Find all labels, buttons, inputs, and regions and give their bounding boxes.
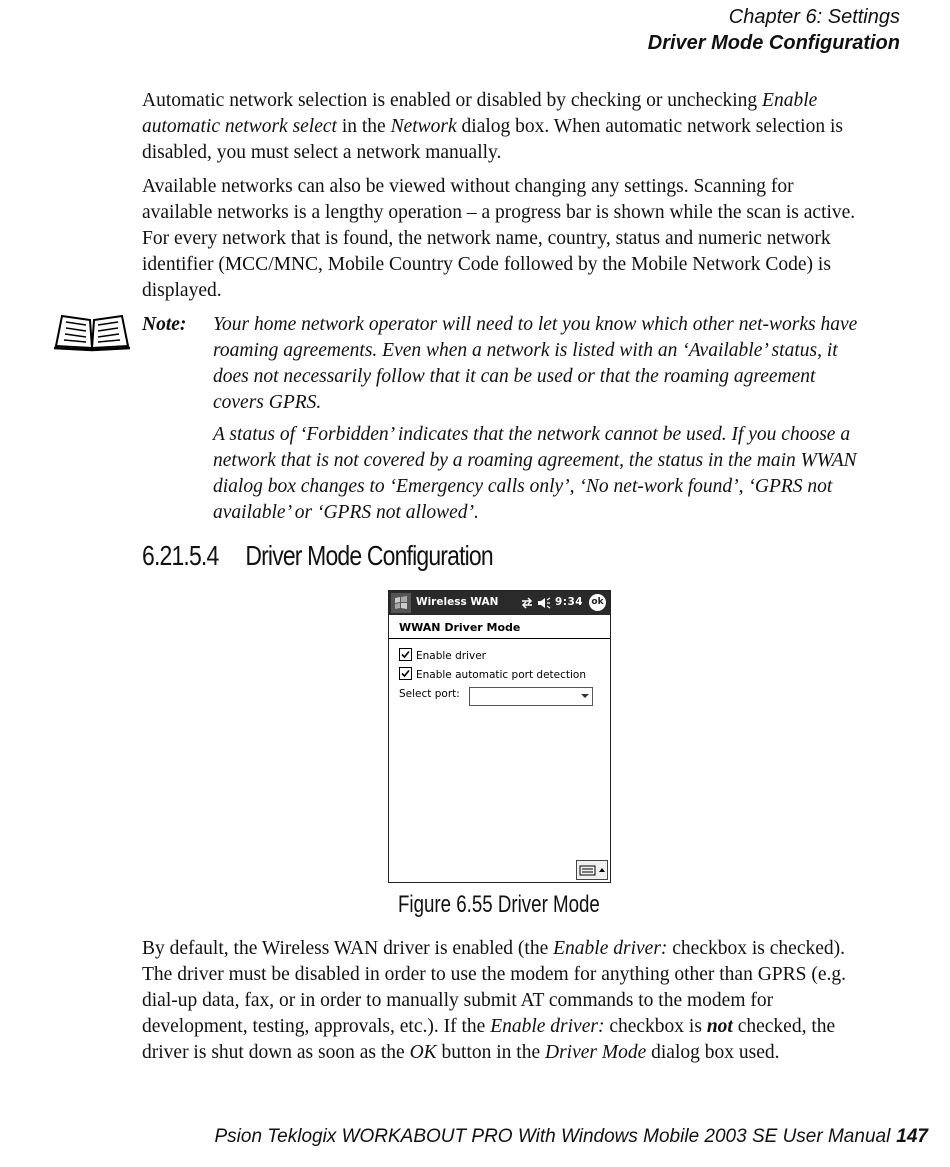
note-text [213, 312, 863, 532]
chapter-title: Chapter 6: Settings [728, 6, 900, 28]
text-run: checked, the driver is shut down as soon as the [142, 1016, 836, 1063]
italic-term: OK [409, 1042, 437, 1063]
note-paragraph: Your home network operator will need to let you know which other net-works have roaming agreements. Even when a network is listed with an ‘Available’ status, it does not necessarily follow that it can be used or that the roaming agreement covers GPRS. [213, 314, 858, 413]
section-heading-title: Driver Mode Configuration [245, 540, 493, 571]
bold-italic-term: not [706, 1016, 733, 1037]
pda-title-bar [389, 591, 610, 615]
running-header [648, 4, 900, 56]
note-label: Note: [142, 314, 187, 335]
enable-driver-checkbox[interactable] [399, 648, 412, 661]
page-number: 147 [896, 1126, 928, 1147]
enable-driver-row[interactable] [399, 648, 486, 662]
connectivity-icon[interactable] [520, 597, 534, 609]
port-detection-checkbox[interactable] [399, 667, 412, 680]
divider [389, 638, 610, 639]
note-paragraph: A status of ‘Forbidden’ indicates that the network cannot be used. If you choose a network that is not covered by a roaming agreement, the status in the main WWAN dialog box changes to ‘Emergency calls only’, ‘No net-work found’, ‘GPRS not available’ or ‘GPRS not allowed’. [213, 424, 857, 523]
text-run: dialog box. When automatic network selection is disabled, you must select a network manually. [142, 116, 843, 163]
italic-term: Driver Mode [544, 1042, 647, 1063]
text-run: Automatic network selection is enabled or disabled by checking or unchecking [142, 90, 763, 111]
clock[interactable]: 9:34 [555, 596, 584, 608]
select-port-label: Select port: [399, 688, 460, 700]
italic-term: Enable driver: [553, 938, 668, 959]
paragraph-automatic-selection [142, 88, 862, 166]
ok-button[interactable]: ok [589, 594, 606, 611]
checkmark-icon [400, 649, 411, 660]
window-title: Wireless WAN [416, 596, 499, 608]
manual-title: Psion Teklogix WORKABOUT PRO With Windows Mobile 2003 SE User Manual [214, 1126, 891, 1147]
keyboard-icon [577, 861, 607, 879]
section-heading [142, 538, 493, 574]
paragraph-available-networks [142, 174, 862, 304]
section-number: 6.21.5.4 [142, 540, 219, 571]
running-footer [214, 1124, 928, 1150]
text-run: checkbox is checked). The driver must be disabled in order to use the modem for anything other than GPRS (e.g. dial-up data, fax, or in order to manually submit AT commands to the modem for development, testing, approvals, etc.). If the [142, 938, 847, 1037]
port-detection-row[interactable] [399, 667, 586, 681]
italic-term: Enable driver: [490, 1016, 605, 1037]
text-run: dialog box used. [646, 1042, 780, 1063]
italic-term: Enable automatic network select [142, 90, 818, 137]
input-panel-button[interactable] [576, 860, 608, 880]
wwan-driver-mode-screenshot [388, 590, 611, 883]
chevron-down-icon[interactable] [581, 694, 589, 698]
text-run: checkbox is [604, 1016, 707, 1037]
enable-driver-label: Enable driver [416, 650, 486, 662]
text-run: in the [336, 116, 391, 137]
windows-start-icon[interactable] [391, 593, 411, 613]
italic-term: Network [390, 116, 457, 137]
open-book-icon [52, 312, 132, 352]
paragraph-default-driver [142, 936, 862, 1066]
section-title: Driver Mode Configuration [647, 32, 900, 54]
figure-caption: Figure 6.55 Driver Mode [398, 891, 600, 918]
dialog-title: WWAN Driver Mode [399, 621, 521, 634]
volume-icon[interactable] [537, 597, 551, 609]
text-run: By default, the Wireless WAN driver is enabled (the [142, 938, 554, 959]
text-run: button in the [436, 1042, 545, 1063]
paragraph-text: Available networks can also be viewed without changing any settings. Scanning for available networks is a lengthy operation – a progress bar is shown while the scan is active. For every network that is found, the network name, country, status and numeric network identifier (MCC/MNC, Mobile Country Code followed by the Mobile Network Code) is displayed. [142, 176, 856, 301]
port-detection-label: Enable automatic port detection [416, 669, 586, 681]
checkmark-icon [400, 668, 411, 679]
select-port-dropdown[interactable] [469, 687, 593, 706]
